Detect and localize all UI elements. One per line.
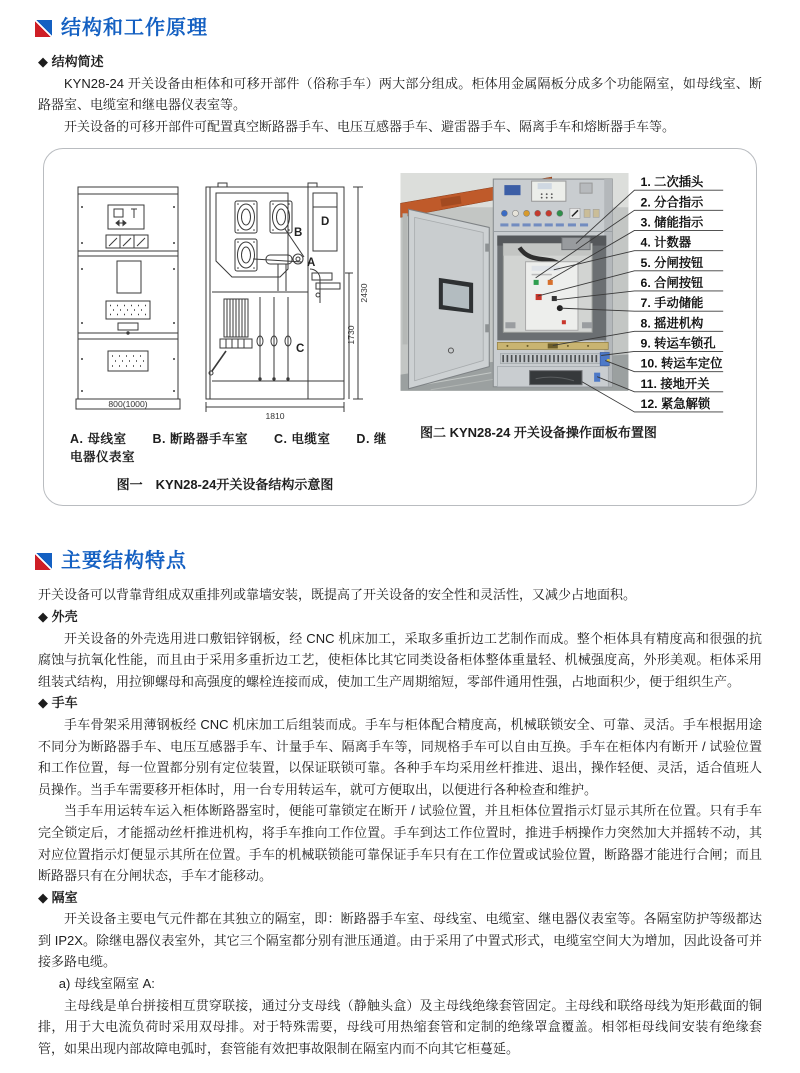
callout-label-1: 1. 二次插头 — [640, 175, 704, 190]
figure1-caption: 图一 KYN28-24开关设备结构示意图 — [116, 477, 334, 493]
figure1-height-partial-dim: 1730 — [346, 325, 356, 345]
section2-subheading-truck: ◆ 手车 — [38, 695, 78, 711]
callout-label-8: 8. 摇进机构 — [640, 316, 704, 331]
callout-label-4: 4. 计数器 — [640, 235, 692, 250]
callout-label-9: 9. 转运车锁孔 — [640, 336, 716, 351]
section2-paragraph-truck-1: 手车骨架采用薄钢板经 CNC 机床加工后组装而成。手车与柜体配合精度高，机械联锁安全、可靠、灵活。手车根据用途不同分为断路器手车、电压互感器手车、计量手车、隔离手车等，同规格手车可以自由互换。手车在柜体内有断开 / 试验位置和工作位置，每一位置都分别有定位装置，以保证联锁可靠。各种手车均采用丝杆推进、退出，操作轻便、灵活，适合值班人员操作。当手车需要移开柜体时，用一台专用转运车，就可方便取出，以便进行各种检查和维护。 — [38, 716, 762, 797]
section2-intro: 开关设备可以背靠背组成双重排列或靠墙安装，既提高了开关设备的安全性和灵活性，又减少占地面积。 — [38, 587, 637, 603]
section-marker-icon — [35, 20, 52, 37]
callout-label-5: 5. 分闸按钮 — [640, 256, 704, 271]
section2-paragraph-busbar: 主母线是单台拼接相互贯穿联接，通过分支母线（静触头盒）及主母线绝缘套管固定。主母线和联络母线为矩形截面的铜排，用于大电流负荷时采用双母排。对于特殊需要，母线可用热缩套管和定制的绝缘罩盒覆盖。相邻柜母线间安装有绝缘套管，如果出现内部故障电弧时，套管能有效把事故限制在隔室内而不向其它柜蔓延。 — [38, 997, 762, 1056]
section2-subheading-shell: ◆ 外壳 — [38, 608, 78, 624]
callout-label-2: 2. 分合指示 — [640, 195, 704, 210]
figure1-room-c-label: C — [296, 343, 305, 356]
figure1-legend: A. 母线室 B. 断路器手车室 C. 电缆室 D. 继电器仪表室 — [70, 432, 387, 465]
document-page — [0, 16, 800, 1073]
section2-subheading-compartment: ◆ 隔室 — [38, 889, 78, 905]
callout-label-12: 12. 紧急解锁 — [640, 397, 711, 412]
switchgear-cabinet — [493, 179, 612, 387]
figure1-height-total-dim: 2430 — [359, 283, 369, 303]
section2-paragraph-compartment: 开关设备主要电气元件都在其独立的隔室，即：断路器手车室、母线室、电缆室、继电器仪表室等。各隔室防护等级都达到 IP2X。除继电器仪表室外，其它三个隔室都分别有泄压通道。由于采用了中置式形式，电缆室空间大为增加，因此设备可并接多路电缆。 — [38, 911, 762, 970]
section2-subitem-busbar: a) 母线室隔室 A: — [58, 976, 155, 992]
figure2-column — [400, 173, 760, 441]
figure-panel — [43, 148, 757, 506]
callout-label-7: 7. 手动储能 — [640, 296, 704, 311]
section1-paragraph-1: KYN28-24 开关设备由柜体和可移开部件（俗称手车）两大部分组成。柜体用金属隔板分成多个功能隔室，如母线室、断路器室、电缆室和继电器仪表室等。 — [38, 75, 762, 113]
section1-header — [35, 16, 762, 40]
figure1-side-width-dim: 1810 — [265, 411, 285, 422]
open-door — [409, 210, 490, 389]
figure2-photo — [400, 173, 760, 415]
figure1-room-d-label: D — [321, 216, 330, 229]
section2-paragraph-truck-2: 当手车用运转车运入柜体断路器室时，便能可靠锁定在断开 / 试验位置，并且柜体位置指示灯显示其所在位置。只有手车完全锁定后，才能摇动丝杆推进机构，将手车推向工作位置。手车到达工作位置时，推进手柄操作力突然加大并摇转不动，其对应位置指示灯便显示其所在位置。手车的机械联锁能可靠保证手车只有在工作位置或试验位置，断路器才能进行合闸；而且断路器只有在分闸状态，手车才能移动。 — [38, 803, 762, 884]
section-marker-icon — [35, 553, 52, 570]
section1-subheading: ◆ 结构简述 — [38, 54, 104, 69]
section2-header — [35, 549, 762, 573]
section1-title: 结构和工作原理 — [61, 17, 208, 39]
section2-paragraph-shell: 开关设备的外壳选用进口敷铝锌钢板，经 CNC 机床加工，采取多重折边工艺制作而成。整个柜体具有精度高和很强的抗腐蚀与抗氧化性能，而且由于采用多重折边工艺，使柜体比其它同类设备柜体整体重量轻、机械强度高，外形美观。柜体采用组装式结构，用拉铆螺母和高强度的螺栓连接而成，使加工生产周期缩短，零部件通用性强，占地面积少，便于组织生产。 — [38, 630, 762, 689]
callout-label-6: 6. 合闸按钮 — [640, 276, 704, 291]
figure1-drawing — [56, 173, 394, 421]
section2-title: 主要结构特点 — [61, 550, 187, 573]
figure2-caption: 图二 KYN28-24 开关设备操作面板布置图 — [420, 425, 657, 441]
figure1-column — [56, 173, 394, 493]
callout-label-3: 3. 储能指示 — [640, 215, 704, 230]
figure1-room-a-label: A — [307, 257, 316, 270]
callout-label-11: 11. 接地开关 — [640, 377, 710, 392]
figure1-front-width-dim: 800(1000) — [108, 399, 148, 410]
breaker-front-panel — [526, 262, 578, 331]
callout-label-10: 10. 转运车定位 — [640, 356, 723, 371]
figure1-room-b-label: B — [294, 227, 303, 240]
section1-paragraph-2: 开关设备的可移开部件可配置真空断路器手车、电压互感器手车、避雷器手车、隔离手车和熔断器手车等。 — [64, 118, 676, 134]
